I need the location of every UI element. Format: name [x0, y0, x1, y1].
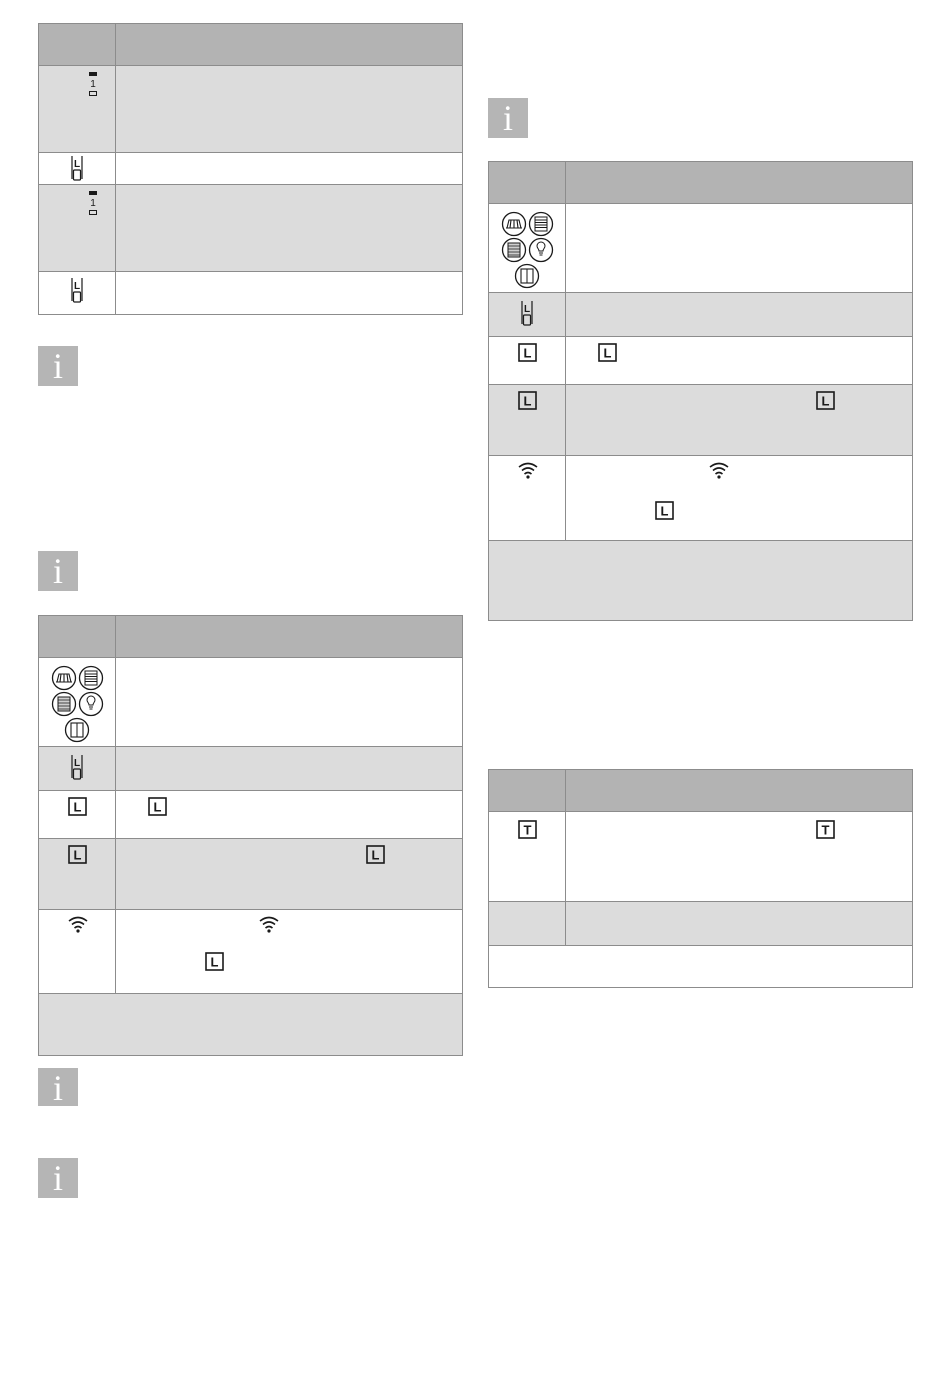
info-icon: i	[38, 551, 78, 591]
learn-L-key-icon	[655, 501, 674, 520]
info-icon: i	[38, 1158, 78, 1198]
table-footer-row	[489, 540, 912, 620]
learn-procedure-table	[488, 161, 913, 621]
slide-switch-L-icon	[71, 278, 83, 304]
learn-key-letter: L	[73, 799, 82, 815]
table-row	[39, 152, 462, 184]
blind-icon	[503, 239, 526, 262]
learn-L-key-icon	[68, 797, 87, 816]
test-T-key-icon	[816, 820, 835, 839]
learn-L-key-icon	[205, 952, 224, 971]
dip-switch-1-icon	[87, 190, 99, 216]
table-header-row	[39, 616, 462, 657]
light-bulb-icon	[80, 693, 103, 716]
table-row	[489, 384, 912, 455]
learn-key-letter: L	[523, 345, 532, 361]
table-row	[39, 657, 462, 746]
slide-switch-L-icon	[71, 755, 83, 781]
learn-L-key-icon	[816, 391, 835, 410]
learn-L-key-icon	[148, 797, 167, 816]
learn-key-letter: L	[523, 393, 532, 409]
learn-L-key-icon	[68, 845, 87, 864]
table-header-row	[39, 24, 462, 65]
learn-key-letter: L	[73, 847, 82, 863]
table-row	[39, 271, 462, 314]
radio-waves-icon	[67, 916, 89, 934]
awning-icon	[53, 667, 76, 690]
slide-switch-letter: L	[73, 758, 81, 769]
test-key-letter: T	[821, 822, 830, 838]
table-footer-row	[39, 993, 462, 1055]
roller-shutter-icon	[80, 667, 103, 690]
device-type-icons	[499, 209, 557, 289]
test-procedure-table	[488, 769, 913, 988]
blind-icon	[53, 693, 76, 716]
slide-switch-letter: L	[523, 304, 531, 315]
table-row	[489, 292, 912, 336]
table-header-row	[489, 162, 912, 203]
table-header-row	[489, 770, 912, 811]
table-row	[39, 790, 462, 838]
learn-L-key-icon	[518, 391, 537, 410]
table-row	[39, 746, 462, 790]
info-icon: i	[38, 346, 78, 386]
radio-waves-icon	[517, 462, 539, 480]
light-bulb-icon	[530, 239, 553, 262]
slide-switch-letter: L	[73, 159, 81, 170]
door-icon	[66, 719, 89, 742]
learn-procedure-table	[38, 615, 463, 1056]
table-row	[489, 336, 912, 384]
table-row	[39, 184, 462, 271]
dip-switch-1-icon	[87, 71, 99, 97]
test-key-letter: T	[523, 822, 532, 838]
slide-switch-L-icon	[521, 301, 533, 327]
learn-key-letter: L	[821, 393, 830, 409]
learn-key-letter: L	[371, 847, 380, 863]
switch-settings-table	[38, 23, 463, 315]
roller-shutter-icon	[530, 213, 553, 236]
slide-switch-letter: L	[73, 281, 81, 292]
table-row	[489, 901, 912, 945]
door-icon	[516, 265, 539, 288]
learn-L-key-icon	[518, 343, 537, 362]
learn-key-letter: L	[153, 799, 162, 815]
learn-L-key-icon	[366, 845, 385, 864]
radio-waves-icon	[708, 462, 730, 480]
learn-key-letter: L	[660, 503, 669, 519]
table-row	[39, 65, 462, 152]
dip-switch-digit: 1	[90, 79, 96, 90]
table-row	[39, 909, 462, 993]
table-footer-row	[489, 945, 912, 987]
table-row	[39, 838, 462, 909]
learn-key-letter: L	[603, 345, 612, 361]
test-T-key-icon	[518, 820, 537, 839]
table-row	[489, 811, 912, 901]
info-icon: i	[488, 98, 528, 138]
learn-L-key-icon	[598, 343, 617, 362]
learn-key-letter: L	[210, 954, 219, 970]
device-type-icons	[49, 663, 107, 743]
table-row	[489, 203, 912, 292]
slide-switch-L-icon	[71, 156, 83, 182]
info-icon: i	[38, 1068, 78, 1106]
table-row	[489, 455, 912, 540]
radio-waves-icon	[258, 916, 280, 934]
dip-switch-digit: 1	[90, 198, 96, 209]
awning-icon	[503, 213, 526, 236]
